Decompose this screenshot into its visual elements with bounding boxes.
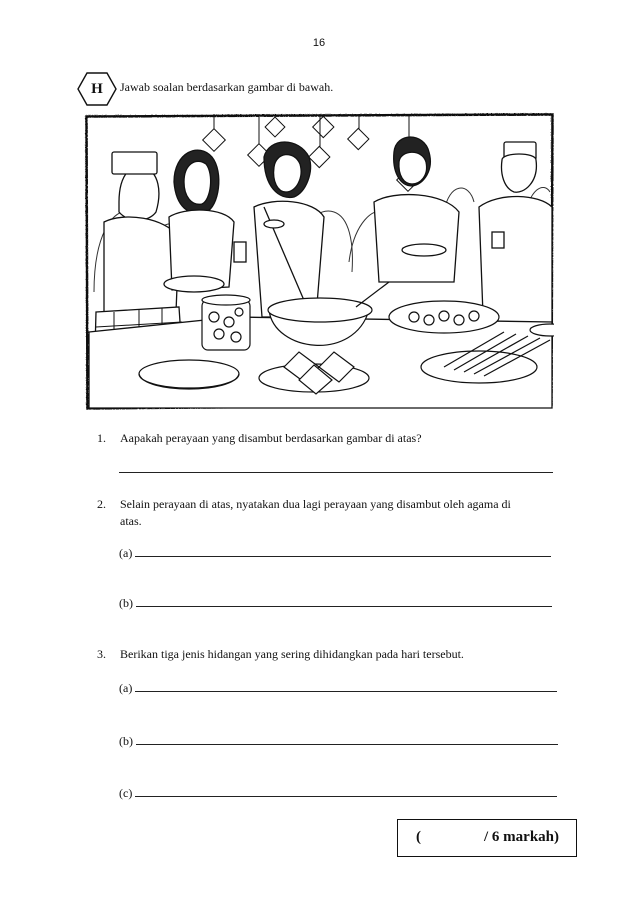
answer-line-q3c[interactable] [119, 786, 557, 801]
question-text: Berikan tiga jenis hidangan yang sering dihidangkan pada hari tersebut. [120, 647, 464, 661]
marks-box [397, 819, 577, 857]
question-text-continued: atas. [120, 514, 142, 528]
question-2 [97, 495, 567, 535]
marks-open-paren: ( [416, 829, 421, 845]
question-number: 1. [97, 431, 106, 445]
answer-label: (b) [119, 734, 133, 748]
answer-label: (a) [119, 681, 133, 695]
answer-line-q3b[interactable] [119, 734, 558, 749]
section-letter: H [91, 81, 103, 97]
page-number: 16 [312, 37, 326, 49]
answer-label: (b) [119, 596, 133, 610]
answer-line-q2a[interactable] [119, 546, 551, 561]
question-text: Selain perayaan di atas, nyatakan dua lagi perayaan yang disambut oleh agama di [120, 497, 511, 511]
answer-line-q3a[interactable] [119, 681, 557, 696]
question-number: 3. [97, 647, 106, 661]
question-number: 2. [97, 497, 106, 511]
question-1 [97, 429, 567, 449]
marks-total: / 6 markah) [484, 829, 559, 845]
answer-label: (a) [119, 546, 133, 560]
section-instruction: Jawab soalan berdasarkan gambar di bawah. [120, 80, 334, 94]
answer-label: (c) [119, 786, 133, 800]
answer-line-q1[interactable] [119, 462, 553, 477]
question-3 [97, 645, 567, 665]
answer-line-q2b[interactable] [119, 596, 552, 611]
question-text: Aapakah perayaan yang disambut berdasarkan gambar di atas? [120, 431, 422, 445]
festival-illustration [84, 112, 554, 410]
